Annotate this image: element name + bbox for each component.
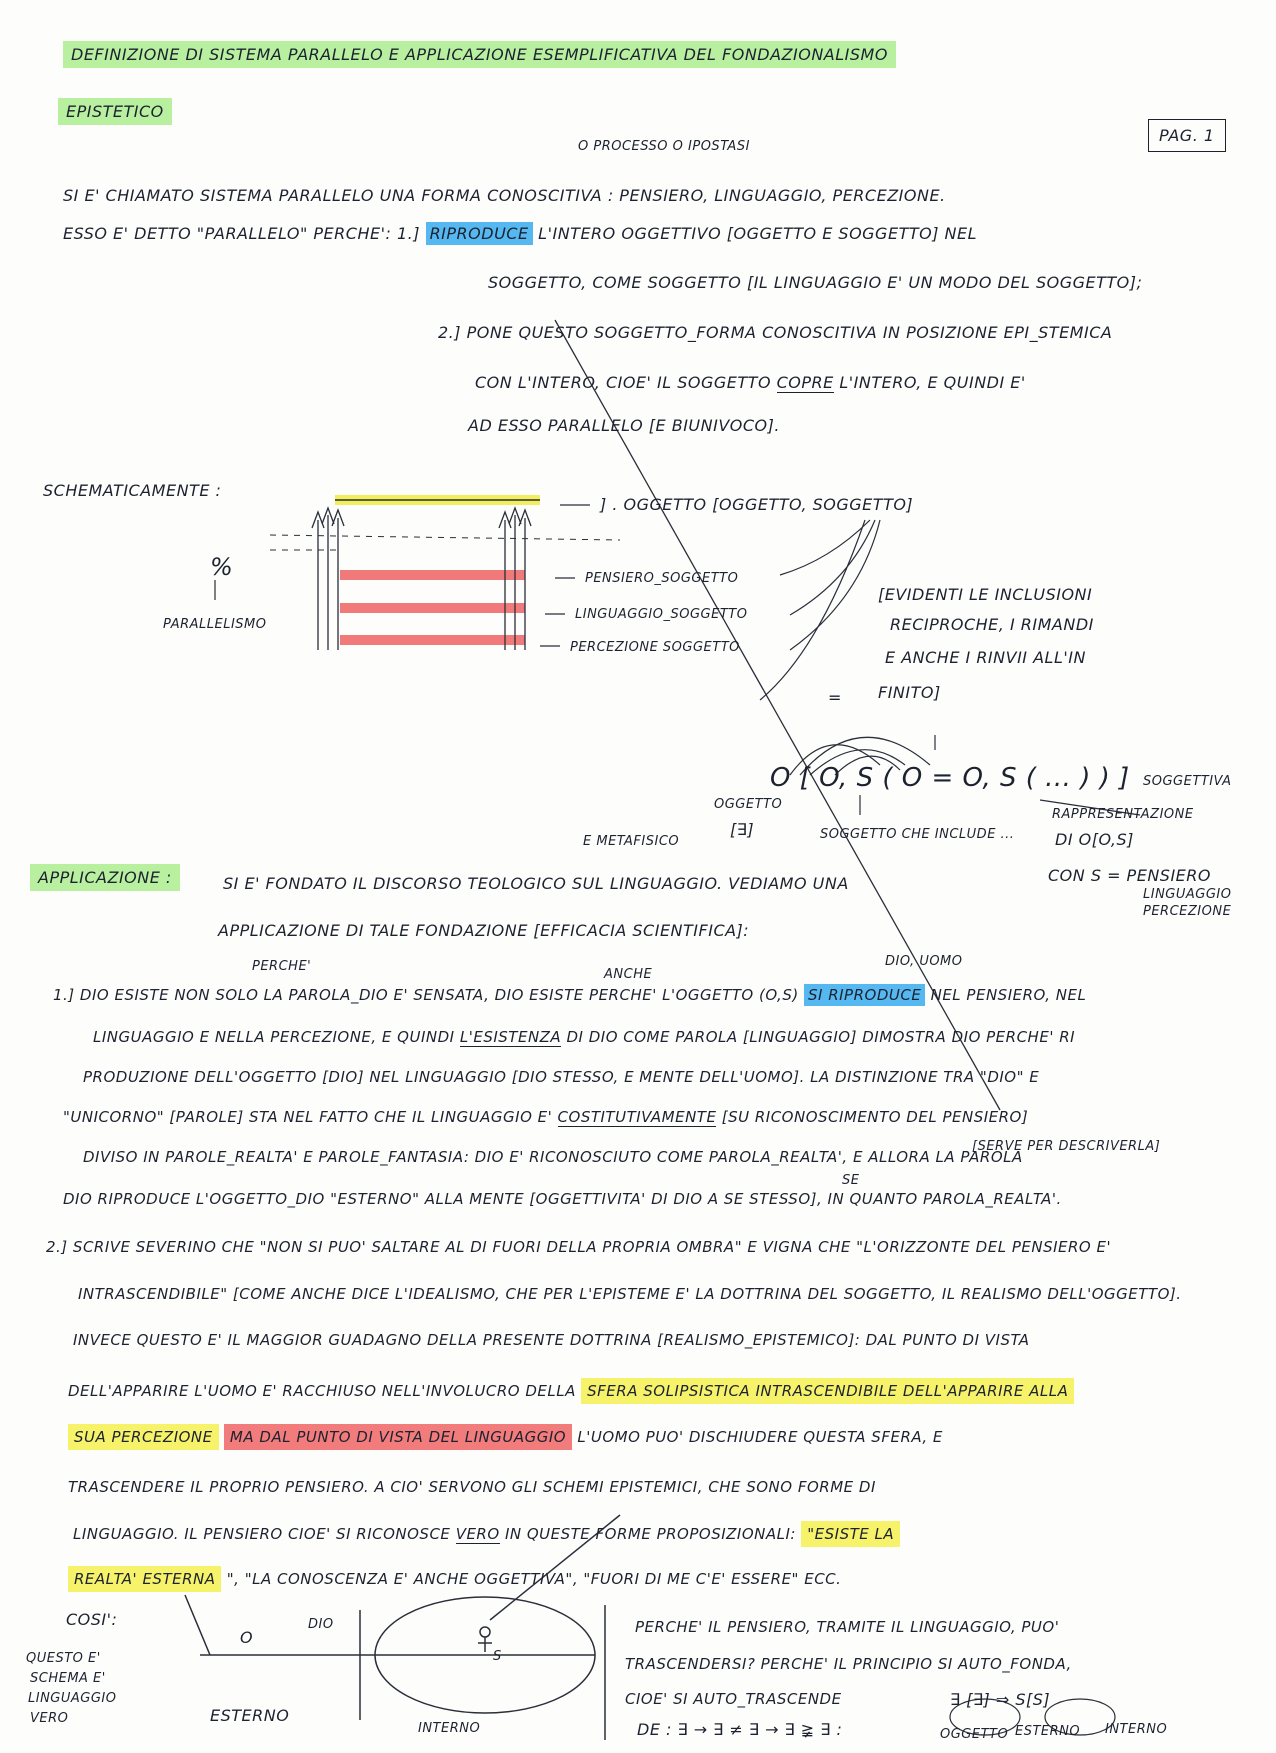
- def-line-5: CON L'INTERO, CIOE' IL SOGGETTO COPRE L'INTERO, E QUINDI E': [475, 373, 1026, 392]
- rep-line-1: SOGGETTIVA: [1143, 774, 1232, 789]
- figure-dio: DIO: [308, 1617, 334, 1632]
- p2-line-7: LINGUAGGIO. IL PENSIERO CIOE' SI RICONOSCE VERO IN QUESTE FORME PROPOSIZIONALI: "ESISTE LA: [73, 1527, 900, 1542]
- p1-line-2: LINGUAGGIO E NELLA PERCEZIONE, E QUINDI L'ESISTENZA DI DIO COME PAROLA [LINGUAGGIO] DIMOSTRA DIO PERCHE' RI: [93, 1028, 1076, 1046]
- note-dio-uomo: DIO, UOMO: [885, 954, 963, 969]
- rep-line-4: CON S = PENSIERO: [1048, 866, 1211, 885]
- object-label: OGGETTO: [714, 797, 783, 812]
- p1-line-5: DIVISO IN PAROLE_REALTA' E PAROLE_FANTASIA: DIO E' RICONOSCIUTO COME PAROLA_REALTA', E ALLORA LA PAROLA: [83, 1148, 1023, 1166]
- figure-s: S: [493, 1649, 502, 1664]
- application-label: APPLICAZIONE :: [30, 870, 180, 886]
- title-line-2: EPISTETICO: [58, 104, 172, 120]
- title-line-1: DEFINIZIONE DI SISTEMA PARALLELO E APPLICAZIONE ESEMPLIFICATIVA DEL FONDAZIONALISMO: [63, 47, 896, 63]
- def-line-1: SI E' CHIAMATO SISTEMA PARALLELO UNA FORMA CONOSCITIVA : PENSIERO, LINGUAGGIO, PERCEZIONE.: [63, 186, 946, 205]
- note-line-2: RECIPROCHE, I RIMANDI: [890, 615, 1094, 634]
- p2-line-5: SUA PERCEZIONE MA DAL PUNTO DI VISTA DEL LINGUAGGIO L'UOMO PUO' DISCHIUDERE QUESTA SFERA, E: [68, 1430, 943, 1445]
- def-line-4: 2.] PONE QUESTO SOGGETTO_FORMA CONOSCITIVA IN POSIZIONE EPI_STEMICA: [438, 323, 1113, 342]
- right-formula-2: DE : ∃ → ∃ ≠ ∃ → ∃ ≩ ∃ :: [637, 1720, 843, 1739]
- def-line-6: AD ESSO PARALLELO [E BIUNIVOCO].: [468, 416, 780, 435]
- parallel-symbol: %: [210, 553, 234, 581]
- note-line-1: [EVIDENTI LE INCLUSIONI: [878, 585, 1093, 604]
- figure-internal: INTERNO: [418, 1721, 481, 1736]
- note-se: SE: [842, 1173, 860, 1188]
- formula: O [ O, S ( O = O, S ( ... ) ) ]: [770, 763, 1130, 793]
- note-line-3: E ANCHE I RINVII ALL'IN: [885, 648, 1086, 667]
- p2-line-4: DELL'APPARIRE L'UOMO E' RACCHIUSO NELL'INVOLUCRO DELLA SFERA SOLIPSISTICA INTRASCENDIBILE DELL'APPARIRE ALLA: [68, 1384, 1074, 1399]
- right-line-1: PERCHE' IL PENSIERO, TRAMITE IL LINGUAGGIO, PUO': [635, 1618, 1060, 1636]
- p2-line-6: TRASCENDERE IL PROPRIO PENSIERO. A CIO' SERVONO GLI SCHEMI EPISTEMICI, CHE SONO FORME DI: [68, 1478, 876, 1496]
- p2-line-8: REALTA' ESTERNA ", "LA CONOSCENZA E' ANCHE OGGETTIVA", "FUORI DI ME C'E' ESSERE" ECC.: [68, 1572, 841, 1587]
- left-note-1: QUESTO E': [26, 1651, 101, 1666]
- rep-line-3: DI O[O,S]: [1055, 830, 1134, 849]
- row-language-label: LINGUAGGIO_SOGGETTO: [575, 607, 748, 622]
- note-perche: PERCHE': [252, 959, 312, 974]
- equals-mark: =: [828, 688, 842, 707]
- application-intro-2: APPLICAZIONE DI TALE FONDAZIONE [EFFICACIA SCIENTIFICA]:: [218, 921, 750, 940]
- note-anche: ANCHE: [604, 967, 653, 982]
- row-dashes: [540, 505, 590, 646]
- note-line-4: FINITO]: [878, 683, 941, 702]
- left-note-2: SCHEMA E': [30, 1671, 106, 1686]
- p1-line-3: PRODUZIONE DELL'OGGETTO [DIO] NEL LINGUAGGIO [DIO STESSO, E MENTE DELL'UOMO]. LA DISTINZIONE TRA "DIO" E: [83, 1068, 1040, 1086]
- object-symbol: [∃]: [730, 820, 755, 839]
- left-note-4: VERO: [30, 1711, 69, 1726]
- right-line-3: CIOE' SI AUTO_TRASCENDE: [625, 1690, 842, 1708]
- left-note-3: LINGUAGGIO: [28, 1691, 117, 1706]
- def-line-2: ESSO E' DETTO "PARALLELO" PERCHE': 1.] RIPRODUCE L'INTERO OGGETTIVO [OGGETTO E SOGGETTO] NEL: [63, 224, 978, 243]
- right-formula-1: ∃ [∃] ⇒ S[S]: [950, 1690, 1051, 1709]
- figure-o: O: [240, 1628, 254, 1647]
- note-process: O PROCESSO O IPOSTASI: [578, 139, 750, 154]
- row-thought-label: PENSIERO_SOGGETTO: [585, 571, 739, 586]
- parallel-label: PARALLELISMO: [163, 617, 267, 632]
- row-perception-label: PERCEZIONE SOGGETTO: [570, 640, 740, 655]
- rep-line-6: PERCEZIONE: [1143, 904, 1232, 919]
- right-line-2: TRASCENDERSI? PERCHE' IL PRINCIPIO SI AUTO_FONDA,: [625, 1655, 1072, 1673]
- right-label-internal: INTERNO: [1105, 1722, 1168, 1737]
- subject-includes-label: SOGGETTO CHE INCLUDE ...: [820, 827, 1015, 842]
- application-intro-1: SI E' FONDATO IL DISCORSO TEOLOGICO SUL LINGUAGGIO. VEDIAMO UNA: [223, 874, 849, 893]
- p2-line-2: INTRASCENDIBILE" [COME ANCHE DICE L'IDEALISMO, CHE PER L'EPISTEME E' LA DOTTRINA DEL SOGGETTO, IL REALISMO DELL'OGGETTO].: [78, 1285, 1182, 1303]
- right-label-object: OGGETTO: [940, 1727, 1009, 1742]
- schema-heading: SCHEMATICAMENTE :: [43, 481, 222, 500]
- p1-line-4: "UNICORNO" [PAROLE] STA NEL FATTO CHE IL LINGUAGGIO E' COSTITUTIVAMENTE [SU RICONOSCIMENTO DEL PENSIERO]: [63, 1108, 1029, 1126]
- note-metafisico: E METAFISICO: [583, 834, 680, 849]
- inclusion-curves: [760, 520, 880, 700]
- p2-line-3: INVECE QUESTO E' IL MAGGIOR GUADAGNO DELLA PRESENTE DOTTRINA [REALISMO_EPISTEMICO]: DAL PUNTO DI VISTA: [73, 1331, 1030, 1349]
- note-serve: [SERVE PER DESCRIVERLA]: [972, 1139, 1161, 1154]
- p2-line-1: 2.] SCRIVE SEVERINO CHE "NON SI PUO' SALTARE AL DI FUORI DELLA PROPRIA OMBRA" E VIGNA CHE "L'ORIZZONTE DEL PENSIERO E': [46, 1238, 1112, 1256]
- figure-external: ESTERNO: [210, 1706, 290, 1725]
- cosi-label: COSI':: [66, 1610, 118, 1629]
- p1-line-6: DIO RIPRODUCE L'OGGETTO_DIO "ESTERNO" ALLA MENTE [OGGETTIVITA' DI DIO A SE STESSO], IN QUANTO PAROLA_REALTA'.: [63, 1190, 1062, 1208]
- p1-line-1: 1.] DIO ESISTE NON SOLO LA PAROLA_DIO E' SENSATA, DIO ESISTE PERCHE' L'OGGETTO (O,S) SI RIPRODUCE NEL PENSIERO, NEL: [53, 986, 1087, 1004]
- def-line-3: SOGGETTO, COME SOGGETTO [IL LINGUAGGIO E' UN MODO DEL SOGGETTO];: [488, 273, 1143, 292]
- right-label-external: ESTERNO: [1015, 1724, 1081, 1739]
- rep-line-5: LINGUAGGIO: [1143, 887, 1232, 902]
- page-label: PAG. 1: [1148, 128, 1226, 144]
- row-object-label: ] . OGGETTO [OGGETTO, SOGGETTO]: [600, 495, 914, 514]
- left-arrows: [312, 508, 344, 650]
- dashed-line-1: [270, 535, 620, 540]
- rep-line-2: RAPPRESENTAZIONE: [1052, 807, 1194, 822]
